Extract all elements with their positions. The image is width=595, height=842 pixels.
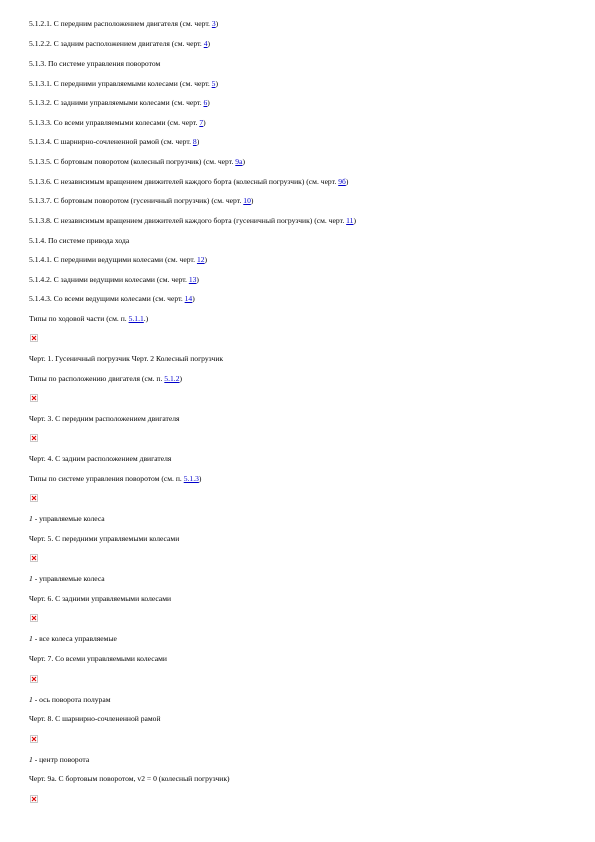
line-text: 5.1.3.3. Со всеми управляемыми колесами (см. черт. bbox=[29, 118, 200, 127]
line-text: 5.1.3.6. С независимым вращением движителей каждого борта (колесный погрузчик) (см. черт. bbox=[29, 177, 339, 186]
broken-image-icon bbox=[30, 675, 38, 683]
broken-image-icon bbox=[30, 614, 38, 622]
reference-link[interactable]: 9а bbox=[235, 157, 243, 166]
line-suffix: ) bbox=[207, 39, 211, 48]
figure-legend bbox=[29, 514, 105, 524]
line-suffix: ) bbox=[345, 177, 349, 186]
broken-image-icon bbox=[30, 554, 38, 562]
line-suffix: ) bbox=[250, 196, 254, 205]
figure-legend bbox=[29, 634, 117, 644]
line-text: Черт. 9а. С бортовым поворотом, v2 = 0 (колесный погрузчик) bbox=[29, 774, 230, 783]
line-text: Типы по системе управления поворотом (см. п. bbox=[29, 474, 184, 483]
line-text: Черт. 6. С задними управляемыми колесами bbox=[29, 594, 172, 603]
figure-caption bbox=[29, 354, 223, 364]
line-text: Черт. 5. С передними управляемыми колесами bbox=[29, 534, 180, 543]
line-text: - центр поворота bbox=[32, 755, 90, 764]
figure-legend bbox=[29, 755, 89, 765]
line-text: 5.1.3. По системе управления поворотом bbox=[29, 59, 161, 68]
line-suffix: ) bbox=[179, 374, 183, 383]
line-suffix: ) bbox=[192, 294, 195, 303]
reference-link[interactable]: 7 bbox=[199, 118, 204, 127]
reference-link[interactable]: 9б bbox=[338, 177, 346, 186]
reference-link[interactable]: 11 bbox=[346, 216, 354, 225]
reference-link[interactable]: 10 bbox=[243, 196, 251, 205]
legend-number: 1 bbox=[29, 574, 33, 583]
line-suffix: ) bbox=[204, 255, 208, 264]
reference-link[interactable]: 5.1.1 bbox=[128, 314, 144, 323]
line-text: Черт. 4. С задним расположением двигателя bbox=[29, 454, 172, 463]
line-text: - управляемые колеса bbox=[32, 574, 105, 583]
line-text: 5.1.4.1. С передними ведущими колесами (см. черт. bbox=[29, 255, 197, 264]
broken-image-icon bbox=[30, 795, 38, 803]
text-line bbox=[29, 196, 253, 206]
text-line bbox=[29, 157, 245, 167]
text-line bbox=[29, 39, 210, 49]
line-text: Черт. 7. Со всеми управляемыми колесами bbox=[29, 654, 167, 663]
line-text: - управляемые колеса bbox=[32, 514, 105, 523]
line-suffix: ) bbox=[207, 98, 210, 107]
reference-link[interactable]: 5.1.2 bbox=[164, 374, 180, 383]
reference-link[interactable]: 4 bbox=[203, 39, 208, 48]
broken-image-icon bbox=[30, 735, 38, 743]
figure-group-title bbox=[29, 374, 182, 384]
line-text: - ось поворота полурам bbox=[32, 695, 111, 704]
line-suffix: ) bbox=[203, 118, 206, 127]
figure-caption bbox=[29, 594, 171, 604]
line-text: - все колеса управляемые bbox=[32, 634, 117, 643]
line-text: Черт. 3. С передним расположением двигателя bbox=[29, 414, 180, 423]
reference-link[interactable]: 14 bbox=[184, 294, 193, 303]
line-suffix: ) bbox=[242, 157, 245, 166]
text-line bbox=[29, 137, 199, 147]
figure-caption bbox=[29, 774, 230, 784]
text-line bbox=[29, 19, 218, 29]
broken-image-icon bbox=[30, 394, 38, 402]
line-suffix: ) bbox=[198, 474, 202, 483]
legend-number: 1 bbox=[29, 755, 33, 764]
line-suffix: ) bbox=[196, 137, 200, 146]
text-line bbox=[29, 118, 206, 128]
line-suffix: ) bbox=[353, 216, 356, 225]
figure-group-title bbox=[29, 474, 201, 484]
line-suffix: .) bbox=[143, 314, 149, 323]
line-suffix: ) bbox=[215, 19, 219, 28]
section-heading bbox=[29, 236, 129, 246]
figure-caption bbox=[29, 414, 180, 424]
line-text: 5.1.4.2. С задними ведущими колесами (см. черт. bbox=[29, 275, 189, 284]
line-text: Черт. 8. С шарнирно-сочлененной рамой bbox=[29, 714, 161, 723]
line-text: 5.1.4.3. Со всеми ведущими колесами (см. черт. bbox=[29, 294, 185, 303]
reference-link[interactable]: 3 bbox=[211, 19, 216, 28]
text-line bbox=[29, 98, 210, 108]
broken-image-icon bbox=[30, 334, 38, 342]
figure-caption bbox=[29, 534, 179, 544]
text-line bbox=[29, 255, 207, 265]
text-line bbox=[29, 79, 218, 89]
line-text: 5.1.3.1. С передними управляемыми колесами (см. черт. bbox=[29, 79, 212, 88]
text-line bbox=[29, 177, 348, 187]
line-text: 5.1.3.4. С шарнирно-сочлененной рамой (см. черт. bbox=[29, 137, 193, 146]
text-line bbox=[29, 275, 199, 285]
reference-link[interactable]: 5 bbox=[211, 79, 216, 88]
figure-group-title bbox=[29, 314, 148, 324]
figure-legend bbox=[29, 695, 111, 705]
line-suffix: ) bbox=[215, 79, 218, 88]
figure-caption bbox=[29, 714, 161, 724]
broken-image-icon bbox=[30, 434, 38, 442]
legend-number: 1 bbox=[29, 695, 33, 704]
line-text: 5.1.2.1. С передним расположением двигателя (см. черт. bbox=[29, 19, 212, 28]
line-text: 5.1.4. По системе привода хода bbox=[29, 236, 130, 245]
text-line bbox=[29, 216, 356, 226]
line-text: 5.1.3.2. С задними управляемыми колесами (см. черт. bbox=[29, 98, 204, 107]
legend-number: 1 bbox=[29, 514, 33, 523]
figure-caption bbox=[29, 454, 171, 464]
legend-number: 1 bbox=[29, 634, 33, 643]
reference-link[interactable]: 13 bbox=[188, 275, 197, 284]
figure-legend bbox=[29, 574, 105, 584]
line-text: 5.1.3.5. С бортовым поворотом (колесный погрузчик) (см. черт. bbox=[29, 157, 236, 166]
reference-link[interactable]: 12 bbox=[196, 255, 205, 264]
line-text: Типы по расположению двигателя (см. п. bbox=[29, 374, 165, 383]
line-text: Типы по ходовой части (см. п. bbox=[29, 314, 129, 323]
broken-image-icon bbox=[30, 494, 38, 502]
line-text: 5.1.3.7. С бортовым поворотом (гусеничный погрузчик) (см. черт. bbox=[29, 196, 244, 205]
line-suffix: ) bbox=[196, 275, 199, 284]
line-text: 5.1.2.2. С задним расположением двигателя (см. черт. bbox=[29, 39, 204, 48]
text-line bbox=[29, 294, 195, 304]
section-heading bbox=[29, 59, 160, 69]
reference-link[interactable]: 5.1.3 bbox=[183, 474, 199, 483]
reference-link[interactable]: 6 bbox=[203, 98, 208, 107]
line-text: 5.1.3.8. С независимым вращением движителей каждого борта (гусеничный погрузчик) (см. черт. bbox=[29, 216, 347, 225]
line-text: Черт. 1. Гусеничный погрузчик Черт. 2 Колесный погрузчик bbox=[29, 354, 224, 363]
figure-caption bbox=[29, 654, 167, 664]
reference-link[interactable]: 8 bbox=[192, 137, 197, 146]
